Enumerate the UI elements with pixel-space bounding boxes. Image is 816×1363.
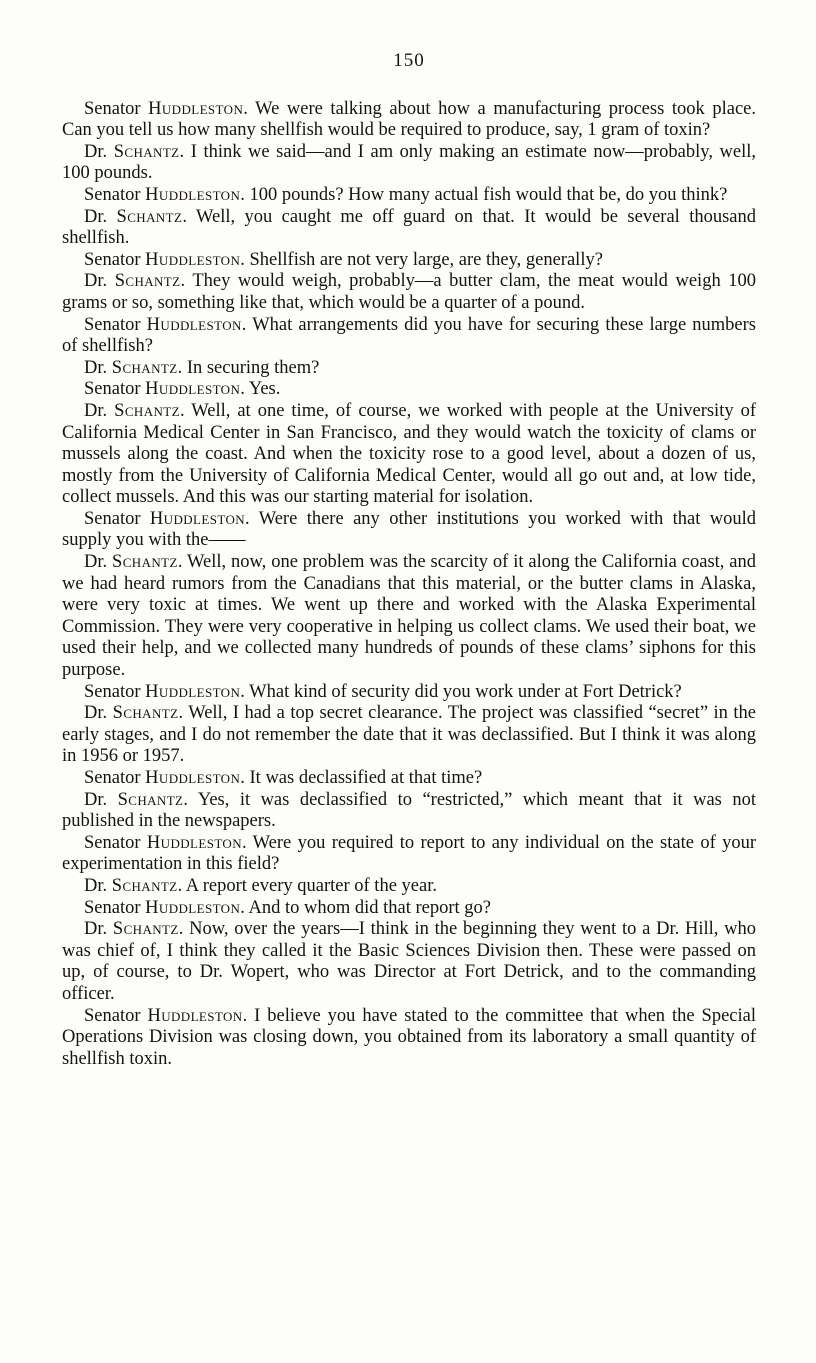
transcript-paragraph [62, 185, 756, 207]
transcript-paragraph [62, 379, 756, 401]
transcript-paragraph [62, 250, 756, 272]
paragraph-text: . Were there any other institutions you worked with that would supply you with the—— [62, 508, 756, 551]
page-number: 150 [393, 50, 425, 71]
transcript-paragraph [62, 898, 756, 920]
speaker-name: Schantz [112, 552, 178, 573]
transcript-paragraph [62, 509, 756, 552]
speaker-prefix: Senator [84, 508, 150, 529]
transcript-paragraph [62, 99, 756, 142]
transcript-paragraph [62, 682, 756, 704]
paragraph-text: . They would weigh, probably—a butter clam, the meat would weigh 100 grams or so, something like that, which would be a quarter of a pound. [62, 271, 756, 313]
speaker-prefix: Dr. [84, 703, 113, 724]
transcript-paragraph [62, 207, 756, 250]
speaker-name: Huddleston [147, 1005, 243, 1026]
speaker-name: Huddleston [145, 379, 241, 400]
speaker-name: Huddleston [145, 897, 241, 918]
paragraph-text: . I believe you have stated to the committee that when the Special Operations Division was closing down, you obtained from its laboratory a small quantity of shellfish toxin. [62, 1005, 756, 1069]
speaker-prefix: Dr. [84, 206, 117, 227]
transcript-paragraph [62, 358, 756, 380]
speaker-prefix: Senator [84, 184, 146, 205]
paragraph-text: . I think we said—and I am only making an estimate now—probably, well, 100 pounds. [62, 141, 757, 184]
paragraph-text: . Well, I had a top secret clearance. The project was classified “secret” in the early stages, and I do not remember the date that it was declassified. But I think it was along in 1956 or 1957. [62, 703, 757, 767]
speaker-name: Huddleston [146, 314, 242, 335]
speaker-name: Huddleston [145, 249, 241, 270]
speaker-name: Schantz [117, 789, 184, 810]
paragraph-text: . Well, now, one problem was the scarcity of it along the California coast, and we had heard rumors from the Canadians that this material, or the butter clams in Alaska, were very toxic at times. We went up there and worked with the Alaska Experimental Commission. They were very cooperative in helping us collect clams. We used their boat, we used their help, and we collected many hundreds of pounds of these clams’ siphons for this purpose. [62, 552, 757, 681]
speaker-name: Schantz [112, 919, 179, 940]
speaker-prefix: Senator [84, 832, 147, 853]
speaker-prefix: Senator [84, 681, 146, 702]
transcript-paragraph [62, 919, 756, 1005]
speaker-prefix: Senator [84, 249, 146, 270]
speaker-prefix: Senator [84, 314, 147, 335]
paragraph-text: . Yes. [240, 379, 281, 400]
transcript-paragraph [62, 790, 756, 833]
paragraph-text: . In securing them? [177, 357, 320, 378]
paragraph-text: . What arrangements did you have for securing these large numbers of shellfish? [62, 314, 757, 357]
paragraph-text: . Yes, it was declassified to “restricted,” which meant that it was not published in the newspapers. [62, 789, 756, 832]
paragraph-text: . Well, you caught me off guard on that. It would be several thousand shellfish. [62, 206, 756, 249]
transcript-paragraph [62, 142, 756, 185]
speaker-name: Schantz [111, 875, 178, 896]
speaker-name: Huddleston [148, 98, 244, 119]
speaker-name: Schantz [114, 271, 181, 292]
speaker-prefix: Dr. [84, 271, 115, 292]
speaker-prefix: Senator [84, 379, 146, 400]
speaker-prefix: Dr. [84, 552, 113, 573]
speaker-name: Schantz [114, 400, 180, 421]
speaker-prefix: Senator [84, 768, 146, 788]
transcript-paragraph [62, 876, 756, 898]
transcript-paragraph [62, 315, 756, 358]
paragraph-text: . We were talking about how a manufacturing process took place. Can you tell us how many shellfish would be required to produce, say, 1 gram of toxin? [62, 98, 757, 141]
paragraph-text: . What kind of security did you work under at Fort Detrick? [240, 681, 682, 702]
speaker-name: Huddleston [145, 768, 241, 788]
speaker-name: Schantz [113, 141, 180, 162]
paragraph-text: . Shellfish are not very large, are they, generally? [240, 249, 603, 270]
paragraph-text: . Well, at one time, of course, we worked with people at the University of California Medical Center in San Francisco, and they would watch the toxicity of clams or mussels along the coast. And when the toxicity rose to a good level, about a dozen of us, mostly from the University of California Medical Center, would all go out and, at low tide, collect mussels. And this was our starting material for isolation. [62, 400, 757, 508]
transcript-paragraph [62, 271, 756, 314]
speaker-name: Huddleston [146, 832, 243, 853]
speaker-prefix: Senator [84, 98, 149, 119]
transcript-paragraph [62, 401, 756, 509]
transcript [62, 99, 756, 1071]
speaker-prefix: Dr. [84, 919, 113, 940]
paragraph-text: . It was declassified at that time? [240, 768, 483, 788]
speaker-prefix: Dr. [84, 141, 114, 162]
speaker-name: Schantz [112, 703, 179, 724]
speaker-prefix: Dr. [84, 357, 112, 378]
transcript-paragraph [62, 833, 756, 876]
speaker-name: Huddleston [149, 508, 246, 529]
speaker-prefix: Dr. [84, 875, 112, 896]
transcript-paragraph [62, 768, 756, 790]
transcript-paragraph [62, 703, 756, 768]
transcript-paragraph [62, 1006, 756, 1071]
speaker-name: Huddleston [145, 184, 241, 205]
paragraph-text: . Were you required to report to any individual on the state of your experimentation in this field? [62, 832, 757, 875]
paragraph-text: . A report every quarter of the year. [177, 875, 437, 896]
paragraph-text: . And to whom did that report go? [240, 897, 492, 918]
transcript-paragraph [62, 552, 756, 682]
speaker-name: Schantz [111, 357, 178, 378]
paragraph-text: . Now, over the years—I think in the beginning they went to a Dr. Hill, who was chief of, I think they called it the Basic Sciences Division then. These were passed on up, of course, to Dr. Wopert, who was Director at Fort Detrick, and to the commanding officer. [62, 919, 757, 1004]
speaker-name: Huddleston [145, 681, 241, 702]
paragraph-text: . 100 pounds? How many actual fish would that be, do you think? [240, 184, 728, 205]
speaker-prefix: Dr. [84, 400, 115, 421]
speaker-prefix: Senator [84, 897, 146, 918]
speaker-prefix: Dr. [84, 789, 118, 810]
speaker-prefix: Senator [84, 1005, 148, 1026]
speaker-name: Schantz [116, 206, 183, 227]
